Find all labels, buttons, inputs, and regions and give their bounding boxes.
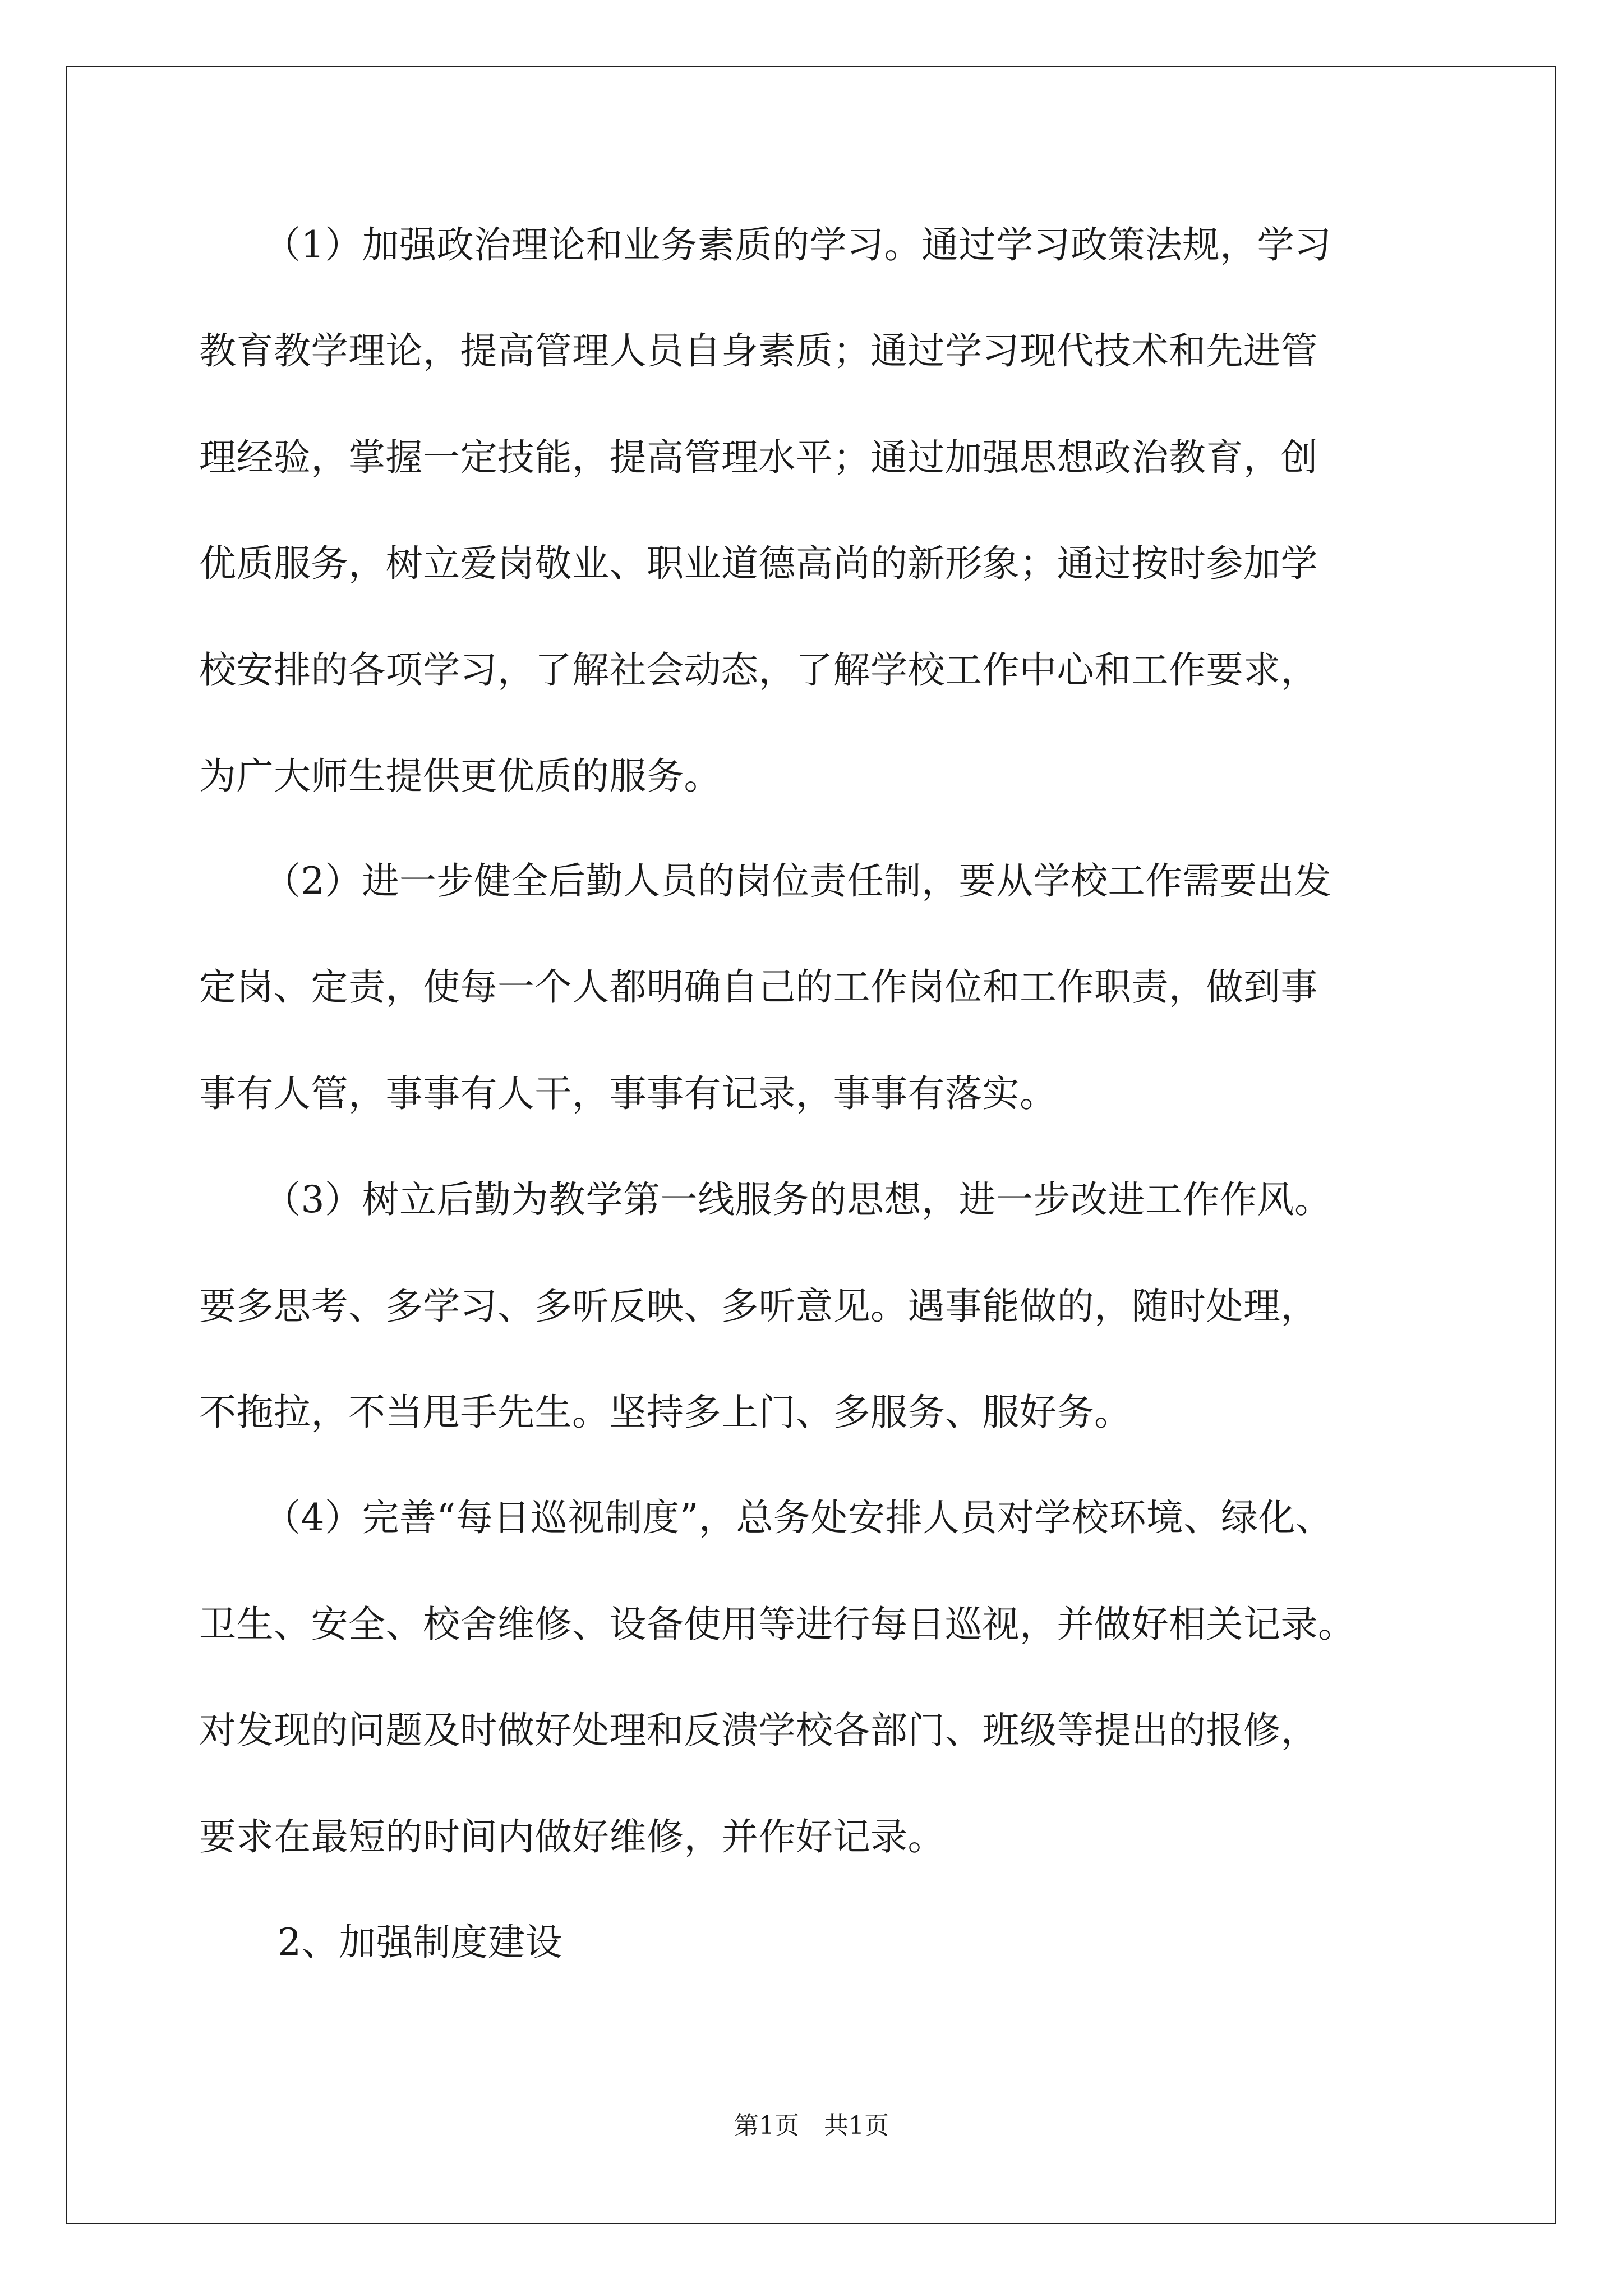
paragraph-2-line-1: （2）进一步健全后勤人员的岗位责任制，要从学校工作需要出发 <box>264 859 1332 903</box>
paragraph-4-line-3: 对发现的问题及时做好处理和反溃学校各部门、班级等提出的报修， <box>199 1709 1318 1752</box>
paragraph-3-line-2: 要多思考、多学习、多听反映、多听意见。遇事能做的，随时处理， <box>199 1285 1318 1328</box>
paragraph-1-line-1: （1）加强政治理论和业务素质的学习。通过学习政策法规，学习 <box>264 223 1332 266</box>
page-number-footer: 第1页 共1页 <box>734 2111 889 2140</box>
paragraph-1-line-5: 校安排的各项学习，了解社会动态，了解学校工作中心和工作要求， <box>199 648 1318 692</box>
paragraph-1-line-2: 教育教学理论，提高管理人员自身素质；通过学习现代技术和先进管 <box>199 329 1318 372</box>
section-heading: 2、加强制度建设 <box>278 1921 562 1964</box>
paragraph-3-line-3: 不拖拉，不当甩手先生。坚持多上门、多服务、服好务。 <box>199 1391 1132 1434</box>
paragraph-1-line-3: 理经验，掌握一定技能，提高管理水平；通过加强思想政治教育，创 <box>199 436 1318 479</box>
page-frame <box>66 66 1556 2224</box>
paragraph-2-line-2: 定岗、定责，使每一个人都明确自己的工作岗位和工作职责，做到事 <box>199 965 1318 1009</box>
paragraph-4-line-2: 卫生、安全、校舍维修、设备使用等进行每日巡视，并做好相关记录。 <box>199 1603 1355 1646</box>
paragraph-4-line-1: （4）完善“每日巡视制度”，总务处安排人员对学校环境、绿化、 <box>264 1496 1333 1539</box>
paragraph-1-line-6: 为广大师生提供更优质的服务。 <box>199 754 721 798</box>
paragraph-2-line-3: 事有人管，事事有人干，事事有记录，事事有落实。 <box>199 1072 1057 1115</box>
paragraph-4-line-4: 要求在最短的时间内做好维修，并作好记录。 <box>199 1815 945 1858</box>
paragraph-1-line-4: 优质服务，树立爱岗敬业、职业道德高尚的新形象；通过按时参加学 <box>199 542 1318 585</box>
paragraph-3-line-1: （3）树立后勤为教学第一线服务的思想，进一步改进工作作风。 <box>264 1178 1332 1221</box>
